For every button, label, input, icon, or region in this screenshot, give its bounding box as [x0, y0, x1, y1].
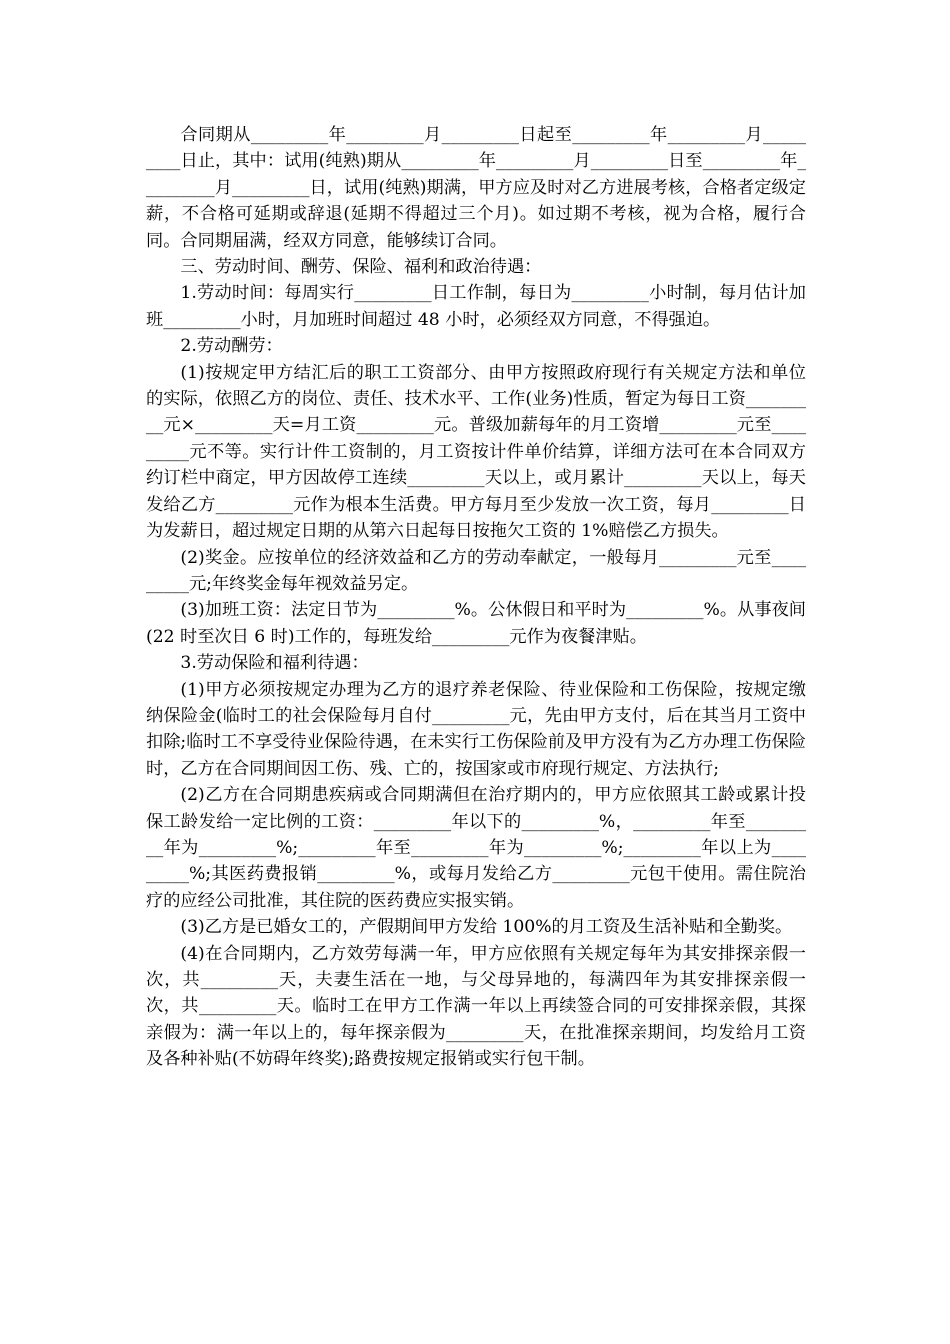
document-body: [146, 122, 806, 1073]
section-heading-3: 三、劳动时间、酬劳、保险、福利和政治待遇：: [180, 257, 542, 278]
paragraph-working-hours: 1.劳动时间：每周实行_________日工作制，每日为_________小时制，每月估计加班_________小时，月加班时间超过 48 小时，必须经双方同意，不得强迫。: [146, 283, 806, 330]
paragraph-home-leave: (4)在合同期内，乙方效劳每满一年，甲方应依照有关规定每年为其安排探亲假一次，共_________天，夫妻生活在一地，与父母异地的，每满四年为其安排探亲假一次，共_________天。临时工在甲方工作满一年以上再续签合同的可安排探亲假，其探亲假为：满一年以上的，每年探亲假为_________天，在批准探亲期间，均发给月工资及各种补贴(不妨碍年终奖);路费按规定报销或实行包干制。: [146, 943, 806, 1070]
subheading-remuneration: 2.劳动酬劳：: [180, 336, 283, 357]
subheading-insurance-welfare: 3.劳动保险和福利待遇：: [180, 653, 369, 674]
paragraph-wages: (1)按规定甲方结汇后的职工工资部分、由甲方按照政府现行有关规定方法和单位的实际，依照乙方的岗位、责任、技术水平、工作(业务)性质，暂定为每日工资_________元×_________天=月工资_________元。普级加薪每年的月工资增_________元至_________元不等。实行计件工资制的，月工资按计件单价结算，详细方法可在本合同双方约订栏中商定，甲方因故停工连续_________天以上，或月累计_________天以上，每天发给乙方_________元作为根本生活费。甲方每月至少发放一次工资，每月_________日为发薪日，超过规定日期的从第六日起每日按拖欠工资的 1%赔偿乙方损失。: [146, 362, 806, 542]
paragraph-insurance: (1)甲方必须按规定办理为乙方的退疗养老保险、待业保险和工伤保险，按规定缴纳保险金(临时工的社会保险每月自付_________元，先由甲方支付，后在其当月工资中扣除;临时工不享受待业保险待遇，在未实行工伤保险前及甲方没有为乙方办理工伤保险时，乙方在合同期间因工伤、残、亡的，按国家或市府现行规定、方法执行;: [146, 679, 806, 779]
paragraph-overtime-pay: (3)加班工资：法定日节为_________%。公休假日和平时为_________%。从事夜间(22 时至次日 6 时)工作的，每班发给_________元作为夜餐津贴。: [146, 600, 806, 647]
paragraph-sick-leave: (2)乙方在合同期患疾病或合同期满但在治疗期内的，甲方应依照其工龄或累计投保工龄发给一定比例的工资：_________年以下的_________%，_________年至_________年为_________%;_________年至_________年为_________%;_________年以上为_________%;其医药费报销_________%，或每月发给乙方_________元包干使用。需住院治疗的应经公司批准，其住院的医药费应实报实销。: [146, 785, 806, 911]
paragraph-bonus: (2)奖金。应按单位的经济效益和乙方的劳动奉献定，一般每月_________元至_________元;年终奖金每年视效益另定。: [146, 547, 806, 594]
paragraph-contract-period: 合同期从_________年_________月_________日起至_________年_________月_________日止，其中：试用(纯熟)期从_________年_________月_________日至_________年_________月_________日，试用(纯熟)期满，甲方应及时对乙方进展考核，合格者定级定薪，不合格可延期或辞退(延期不得超过三个月)。如过期不考核，视为合格，履行合同。合同期届满，经双方同意，能够续订合同。: [146, 125, 806, 251]
paragraph-maternity-leave: (3)乙方是已婚女工的，产假期间甲方发给 100%的月工资及生活补贴和全勤奖。: [180, 917, 793, 938]
